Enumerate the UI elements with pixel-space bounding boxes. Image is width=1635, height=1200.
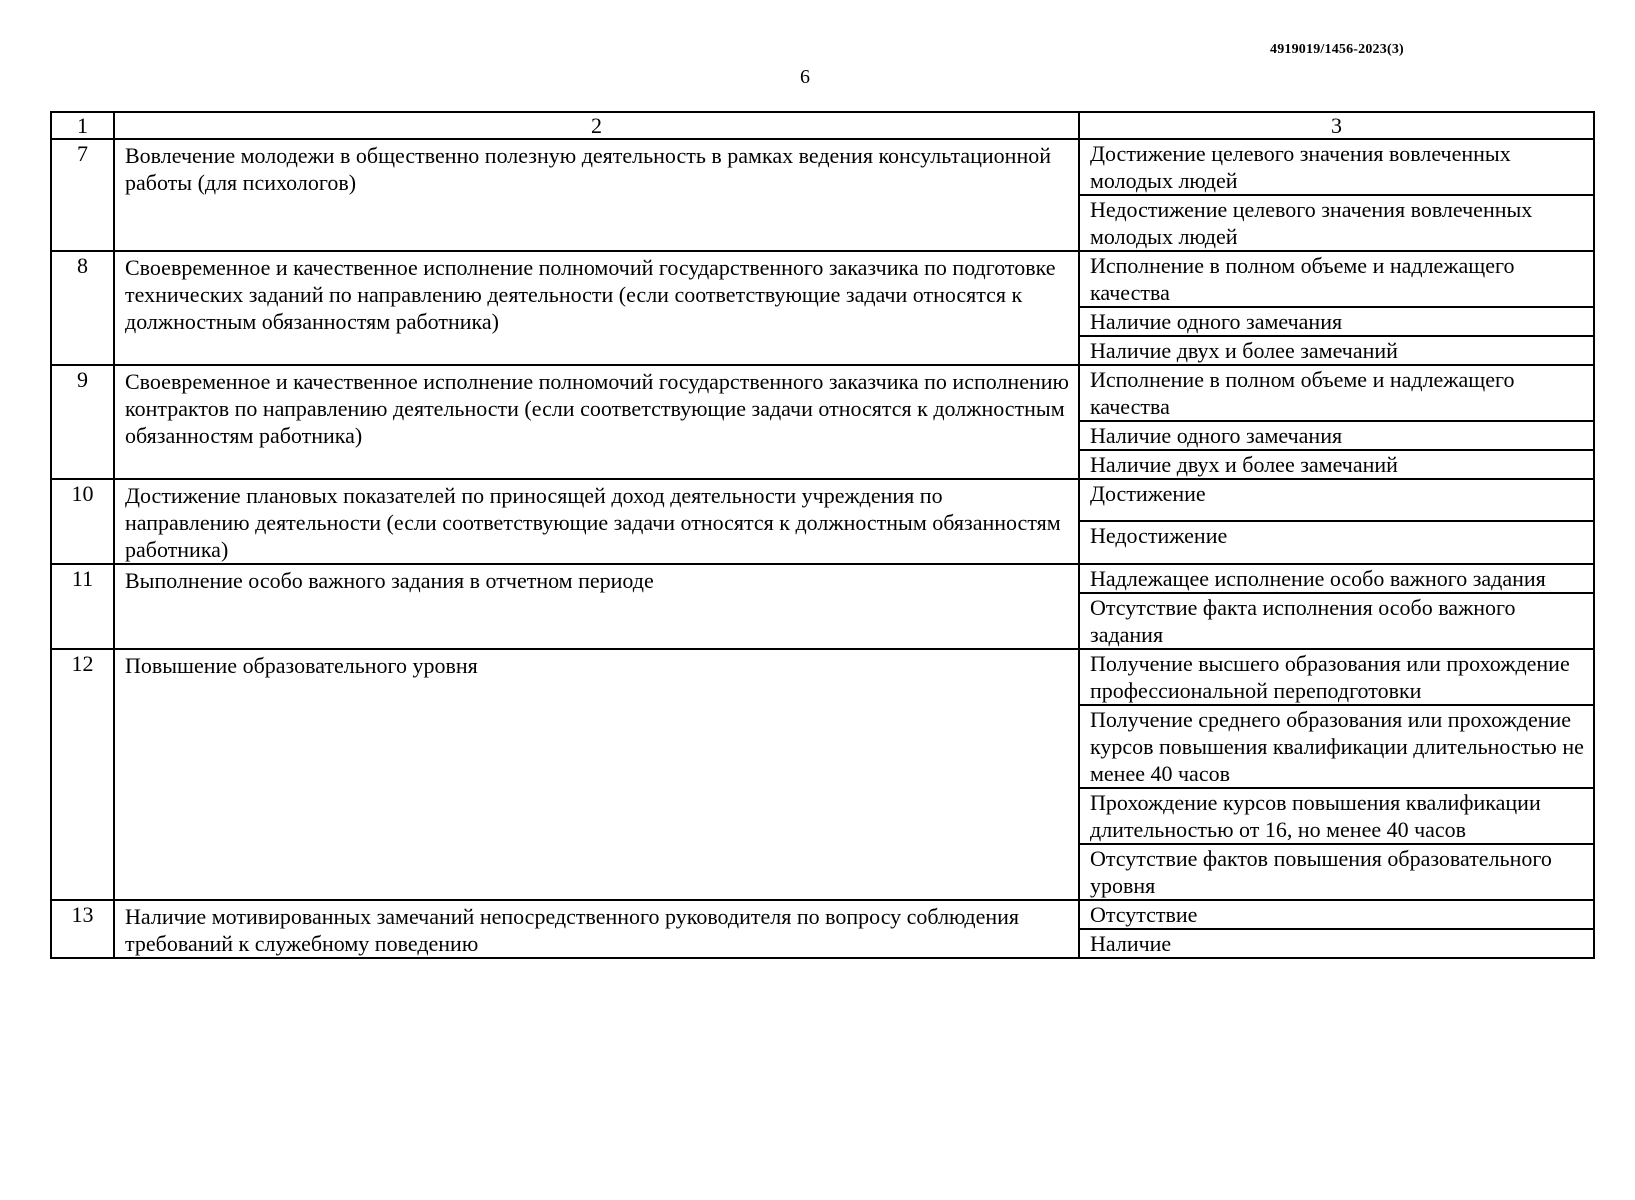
page-number: 6	[800, 66, 810, 88]
criterion-option: Наличие двух и более замечаний	[1090, 452, 1398, 477]
criterion-option: Прохождение курсов повышения квалификации длительностью от 16, но менее 40 часов	[1080, 789, 1593, 845]
criterion-description: Выполнение особо важного задания в отчетном периоде	[114, 564, 1079, 649]
criterion-option: Получение высшего образования или прохождение профессиональной переподготовки	[1080, 650, 1593, 706]
criterion-option: Наличие одного замечания	[1080, 422, 1593, 451]
column-header-1: 1	[51, 112, 114, 139]
row-number: 8	[51, 251, 114, 365]
table-header-row	[51, 112, 1594, 139]
criterion-option: Исполнение в полном объеме и надлежащего качества	[1080, 252, 1593, 308]
criterion-option: Наличие одного замечания	[1080, 308, 1593, 337]
row-number: 7	[51, 139, 114, 251]
criterion-description: Своевременное и качественное исполнение полномочий государственного заказчика по исполнению контрактов по направлению деятельности (если соответствующие задачи относятся к должностным обязанностям работника)	[114, 365, 1079, 479]
table-row	[51, 251, 1594, 365]
table-row	[51, 479, 1594, 564]
criterion-options	[1079, 479, 1594, 564]
row-number: 11	[51, 564, 114, 649]
criterion-description: Повышение образовательного уровня	[114, 649, 1079, 900]
criterion-option: Достижение целевого значения вовлеченных молодых людей	[1080, 140, 1593, 196]
table-row	[51, 649, 1594, 900]
table-row	[51, 365, 1594, 479]
table-row	[51, 564, 1594, 649]
criterion-option: Достижение	[1080, 480, 1593, 522]
criterion-options	[1079, 251, 1594, 365]
column-header-3: 3	[1079, 112, 1594, 139]
table-row	[51, 900, 1594, 958]
criterion-options	[1079, 649, 1594, 900]
criterion-option: Исполнение в полном объеме и надлежащего качества	[1080, 366, 1593, 422]
criterion-option: Наличие	[1090, 931, 1172, 956]
criterion-option: Надлежащее исполнение особо важного задания	[1080, 565, 1593, 594]
criterion-option: Недостижение	[1090, 523, 1228, 548]
column-header-2: 2	[114, 112, 1079, 139]
row-number: 9	[51, 365, 114, 479]
criterion-option: Получение среднего образования или прохождение курсов повышения квалификации длительностью не менее 40 часов	[1080, 706, 1593, 789]
criterion-description: Наличие мотивированных замечаний непосредственного руководителя по вопросу соблюдения требований к служебному поведению	[114, 900, 1079, 958]
row-number: 10	[51, 479, 114, 564]
criterion-option: Наличие двух и более замечаний	[1090, 338, 1398, 363]
criterion-option: Отсутствие фактов повышения образовательного уровня	[1090, 846, 1552, 898]
criterion-description: Своевременное и качественное исполнение полномочий государственного заказчика по подготовке технических заданий по направлению деятельности (если соответствующие задачи относятся к должностным обязанностям работника)	[114, 251, 1079, 365]
row-number: 12	[51, 649, 114, 900]
criterion-options	[1079, 564, 1594, 649]
criteria-table	[50, 111, 1595, 959]
document-number: 4919019/1456-2023(3)	[1270, 42, 1404, 57]
row-number: 13	[51, 900, 114, 958]
table-row	[51, 139, 1594, 251]
criterion-options	[1079, 139, 1594, 251]
criterion-options	[1079, 365, 1594, 479]
criterion-description: Вовлечение молодежи в общественно полезную деятельность в рамках ведения консультационной работы (для психологов)	[114, 139, 1079, 251]
criterion-option: Отсутствие	[1080, 901, 1593, 930]
criterion-option: Недостижение целевого значения вовлеченных молодых людей	[1090, 197, 1533, 249]
criterion-options	[1079, 900, 1594, 958]
criterion-description: Достижение плановых показателей по приносящей доход деятельности учреждения по направлению деятельности (если соответствующие задачи относятся к должностным обязанностям работника)	[114, 479, 1079, 564]
criterion-option: Отсутствие факта исполнения особо важного задания	[1090, 595, 1516, 647]
